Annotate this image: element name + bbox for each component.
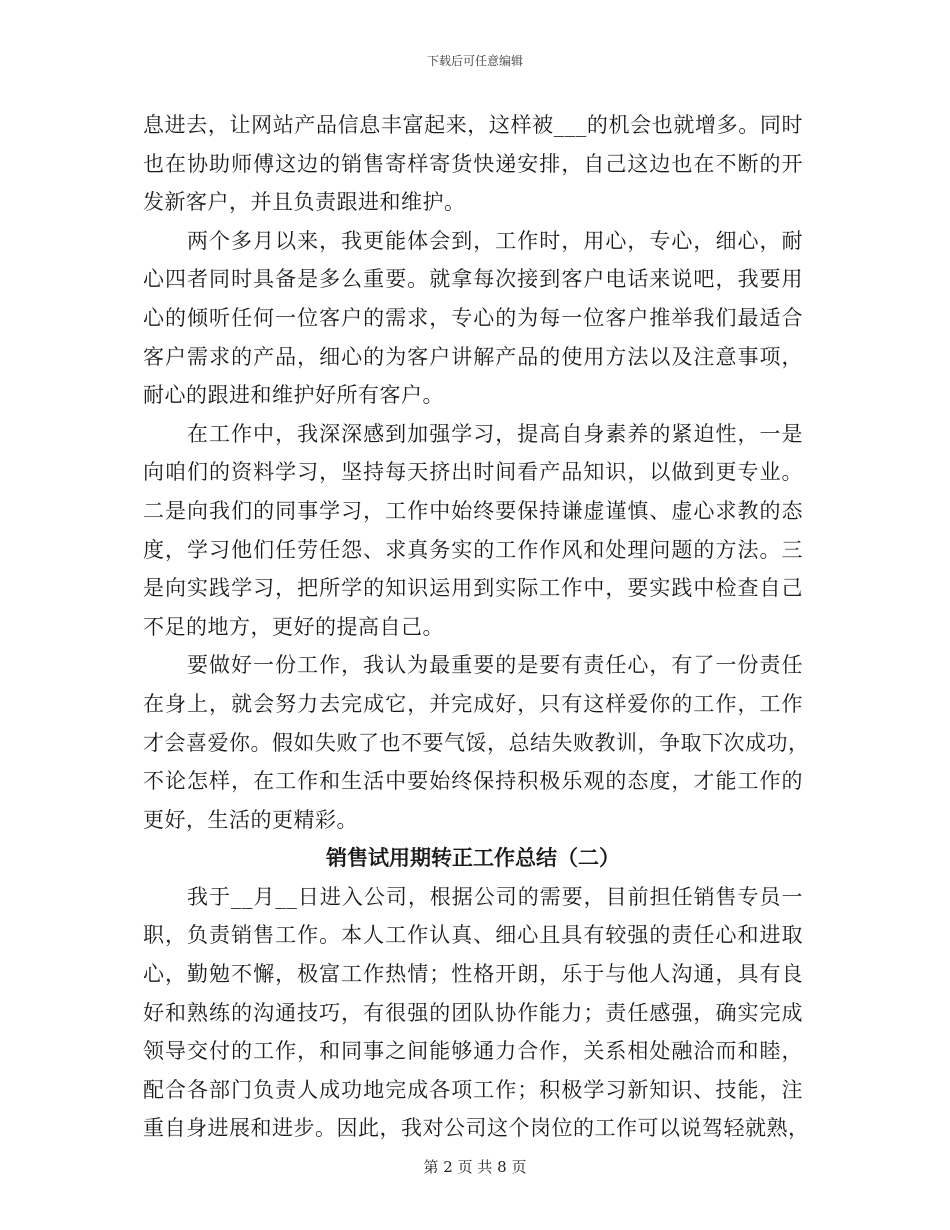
text-line: 是向实践学习，把所学的知识运用到实际工作中，要实践中检查自己: [143, 576, 803, 601]
paragraph: [143, 415, 803, 647]
text-line: 在工作中，我深深感到加强学习，提高自身素养的紧迫性，一是: [187, 421, 803, 446]
text-line: 好和熟练的沟通技巧，有很强的团队协作能力；责任感强，确实完成: [143, 1000, 803, 1025]
text-line: 才会喜爱你。假如失败了也不要气馁，总结失败教训，争取下次成功，: [143, 730, 810, 755]
text-line: 向咱们的资料学习，坚持每天挤出时间看产品知识，以做到更专业。: [143, 460, 803, 485]
text-line: 职，负责销售工作。本人工作认真、细心且具有较强的责任心和进取: [143, 923, 803, 948]
paragraph: [143, 106, 803, 222]
document-body: [143, 106, 810, 1148]
paragraph: [143, 878, 810, 1148]
paragraph: [143, 222, 803, 415]
text-line: 配合各部门负责人成功地完成各项工作；积极学习新知识、技能，注: [143, 1077, 803, 1102]
page-number: 第 2 页 共 8 页: [423, 1158, 527, 1176]
page-header: 下载后可任意编辑: [426, 54, 523, 68]
text-line: 我于__月__日进入公司，根据公司的需要，目前担任销售专员一: [187, 884, 803, 909]
text-line: 客户需求的产品，细心的为客户讲解产品的使用方法以及注意事项，: [143, 344, 803, 369]
text-line: 也在协助师傅这边的销售寄样寄货快递安排，自己这边也在不断的开: [143, 151, 803, 176]
text-line: 不足的地方，更好的提高自己。: [143, 614, 444, 639]
text-line: 在身上，就会努力去完成它，并完成好，只有这样爱你的工作，工作: [143, 691, 803, 716]
text-line: 二是向我们的同事学习，工作中始终要保持谦虚谨慎、虚心求教的态: [143, 498, 803, 523]
text-line: 两个多月以来，我更能体会到，工作时，用心，专心，细心，耐: [187, 228, 803, 253]
text-line: 不论怎样，在工作和生活中要始终保持积极乐观的态度，才能工作的: [143, 769, 803, 794]
text-line: 心的倾听任何一位客户的需求，专心的为每一位客户推举我们最适合: [143, 305, 803, 330]
text-line: 心四者同时具备是多么重要。就拿每次接到客户电话来说吧，我要用: [143, 267, 803, 292]
text-line: 度，学习他们任劳任怨、求真务实的工作作风和处理问题的方法。三: [143, 537, 803, 562]
text-line: 耐心的跟进和维护好所有客户。: [143, 383, 444, 408]
text-line: 更好，生活的更精彩。: [143, 807, 358, 832]
paragraph: [143, 646, 810, 839]
text-line: 要做好一份工作，我认为最重要的是要有责任心，有了一份责任: [187, 653, 803, 678]
text-line: 发新客户，并且负责跟进和维护。: [143, 190, 466, 215]
text-line: 重自身进展和进步。因此，我对公司这个岗位的工作可以说驾轻就熟，: [143, 1116, 810, 1141]
section-heading: 销售试用期转正工作总结（二）: [326, 846, 620, 871]
text-line: 心，勤勉不懈，极富工作热情；性格开朗，乐于与他人沟通，具有良: [143, 962, 803, 987]
text-line: 领导交付的工作，和同事之间能够通力合作，关系相处融洽而和睦，: [143, 1039, 803, 1064]
text-line: 息进去，让网站产品信息丰富起来，这样被___的机会也就增多。同时: [143, 113, 803, 137]
